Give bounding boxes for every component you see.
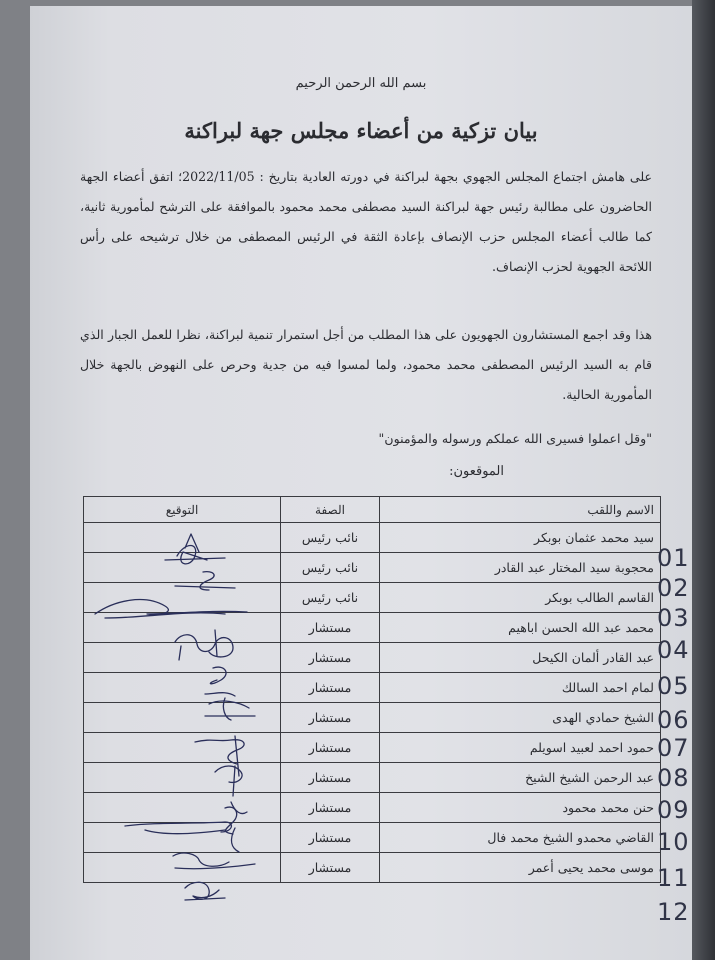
table-row bbox=[84, 763, 661, 793]
signatures-table bbox=[83, 496, 661, 883]
table-row bbox=[84, 703, 661, 733]
signer-name: عبد القادر ألمان الكيحل bbox=[380, 643, 661, 673]
signature-cell bbox=[84, 613, 281, 643]
signer-role: مستشار bbox=[281, 613, 380, 643]
signature-cell bbox=[84, 703, 281, 733]
signature-cell bbox=[84, 823, 281, 853]
signature-cell bbox=[84, 733, 281, 763]
table-row bbox=[84, 523, 661, 553]
paragraph-intro: على هامش اجتماع المجلس الجهوي بجهة لبراكنة في دورته العادية بتاريخ : 2022/11/05؛ اتفق أعضاء الجهة الحاضرون على مطالبة رئيس جهة لبراكنة السيد مصطفى محمد محمود بالموافقة على الترشح لمأمورية ثانية، كما طالب أعضاء المجلس حزب الإنصاف بإعادة الثقة في الرئيس المصطفى من خلال ترشيحه على رأس اللائحة الجهوية لحزب الإنصاف. bbox=[80, 169, 653, 274]
signer-role: مستشار bbox=[281, 673, 380, 703]
row-number: 07 bbox=[657, 734, 690, 762]
signer-name: القاسم الطالب بوبكر bbox=[380, 583, 661, 613]
table-row bbox=[84, 793, 661, 823]
signer-name: محجوبة سيد المختار عبد القادر bbox=[380, 553, 661, 583]
header-role: الصفة bbox=[281, 497, 380, 523]
signature-cell bbox=[84, 553, 281, 583]
signer-name: الشيخ حمادي الهدى bbox=[380, 703, 661, 733]
signer-role: نائب رئيس bbox=[281, 553, 380, 583]
signer-name: سيد محمد عثمان بوبكر bbox=[380, 523, 661, 553]
signer-role: مستشار bbox=[281, 643, 380, 673]
document-page bbox=[30, 6, 692, 960]
row-number: 05 bbox=[657, 672, 690, 700]
table-row bbox=[84, 853, 661, 883]
signer-role: نائب رئيس bbox=[281, 583, 380, 613]
signer-name: القاضي محمدو الشيخ محمد فال bbox=[380, 823, 661, 853]
signature-cell bbox=[84, 673, 281, 703]
signer-name: حنن محمد محمود bbox=[380, 793, 661, 823]
row-number: 04 bbox=[657, 636, 690, 664]
row-number: 09 bbox=[657, 796, 690, 824]
signer-role: مستشار bbox=[281, 733, 380, 763]
signature-cell bbox=[84, 763, 281, 793]
signer-name: لمام احمد السالك bbox=[380, 673, 661, 703]
table-row bbox=[84, 823, 661, 853]
table-row bbox=[84, 673, 661, 703]
row-number: 03 bbox=[657, 604, 690, 632]
signer-name: حمود احمد لعبيد اسويلم bbox=[380, 733, 661, 763]
table-header-row bbox=[84, 497, 661, 523]
signature-12 bbox=[185, 882, 225, 900]
signer-role: مستشار bbox=[281, 763, 380, 793]
row-number: 11 bbox=[657, 864, 690, 892]
signature-cell bbox=[84, 523, 281, 553]
row-number: 01 bbox=[657, 544, 690, 572]
table-row bbox=[84, 583, 661, 613]
header-signature: التوقيع bbox=[84, 497, 281, 523]
paragraph-consensus: هذا وقد اجمع المستشارون الجهويون على هذا المطلب من أجل استمرار تنمية لبراكنة، نظرا للعمل الجبار الذي قام به السيد الرئيس المصطفى محمد محمود، ولما لمسوا فيه من جدية وحرص على النهوض بالجهة خلال المأمورية الحالية. bbox=[80, 327, 652, 402]
signer-name: محمد عبد الله الحسن اباهيم bbox=[380, 613, 661, 643]
signature-cell bbox=[84, 793, 281, 823]
document-title: بيان تزكية من أعضاء مجلس جهة لبراكنة bbox=[184, 118, 538, 143]
row-number: 08 bbox=[657, 764, 690, 792]
signer-name: عبد الرحمن الشيخ الشيخ bbox=[380, 763, 661, 793]
signer-role: مستشار bbox=[281, 823, 380, 853]
header-name: الاسم واللقب bbox=[380, 497, 661, 523]
signers-label: الموقعون: bbox=[449, 464, 504, 479]
table-row bbox=[84, 613, 661, 643]
signature-cell bbox=[84, 643, 281, 673]
signer-role: مستشار bbox=[281, 853, 380, 883]
signature-cell bbox=[84, 583, 281, 613]
signer-role: مستشار bbox=[281, 703, 380, 733]
signer-role: نائب رئيس bbox=[281, 523, 380, 553]
table-row bbox=[84, 553, 661, 583]
table-row bbox=[84, 733, 661, 763]
row-number: 02 bbox=[657, 574, 690, 602]
dark-edge-strip bbox=[692, 0, 715, 960]
basmala: بسم الله الرحمن الرحيم bbox=[295, 76, 427, 91]
quran-quote: "وقل اعملوا فسيرى الله عملكم ورسوله والمؤمنون" bbox=[378, 431, 652, 446]
row-number: 10 bbox=[657, 828, 690, 856]
signature-cell bbox=[84, 853, 281, 883]
signer-role: مستشار bbox=[281, 793, 380, 823]
table-row bbox=[84, 643, 661, 673]
row-number: 12 bbox=[657, 898, 690, 926]
row-number: 06 bbox=[657, 706, 690, 734]
signer-name: موسى محمد يحيى أعمر bbox=[380, 853, 661, 883]
